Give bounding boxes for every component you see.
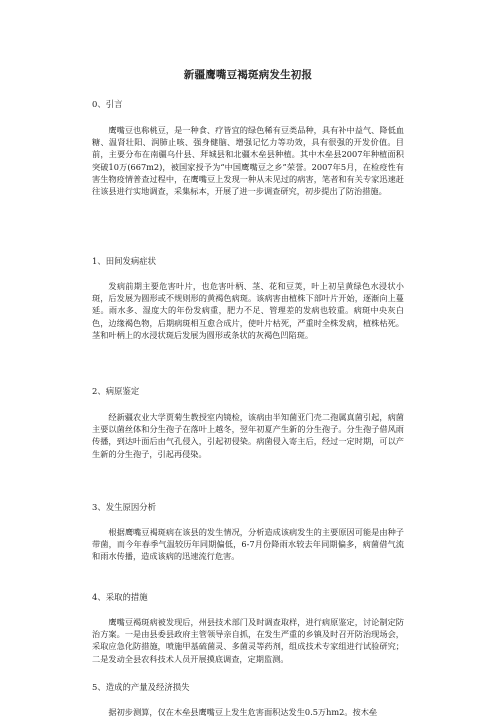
section-body-losses: 据初步测算，仅在木垒县鹰嘴豆上发生危害面积达发生0.5万hm2。按木垒 <box>108 707 378 717</box>
section-body-symptoms: 发病前期主要危害叶片，也危害叶柄、茎、花和豆荚，叶上初呈黄绿色水浸状小斑，后发展为圆形或不规则形的黄褐色病斑。该病害由植株下部叶片开始，逐渐向上蔓延。雨水多、湿度大的年份发病重，肥力不足、管理差的发病也较重。病斑中央灰白色，边缘褐色物，后期病斑相互愈合成片，使叶片枯死，严重时全株发病，植株枯死。茎和叶柄上的水浸状斑后发展为圆形或条状的灰褐色凹陷斑。 <box>92 281 404 340</box>
section-body-pathogen: 经新疆农业大学贾菊生教授室内镜检，该病由半知菌亚门壳二孢属真菌引起，病菌主要以菌丝体和分生孢子在落叶上越冬，翌年初夏产生新的分生孢子。分生孢子借风雨传播，到达叶面后由气孔侵入，引起初侵染。病菌侵入寄主后，经过一定时期，可以产生新的分生孢子，引起再侵染。 <box>92 412 404 459</box>
section-heading-losses: 5、造成的产量及经济损失 <box>92 682 190 692</box>
section-body-intro: 鹰嘴豆也称桃豆，是一种食、疗皆宜的绿色稀有豆类品种，具有补中益气、降低血糖、温肾壮阳、润肺止咳、强身健脑、增强记忆力等功效，具有很强的开发价值。目前，主要分布在南疆乌什县、拜城县和北疆木垒县种植。其中木垒县2007年种植面积突破10万(667m2)，被国家授予为“中国鹰嘴豆之乡”荣誉。2007年5月，在检疫性有害生物疫情普查过程中，在鹰嘴豆上发现一种从未见过的病害，笔者和有关专家迅速赶往该县进行实地调查，采集标本，开展了进一步调查研究，初步提出了防治措施。 <box>92 125 404 197</box>
document-title: 新疆鹰嘴豆褐斑病发生初报 <box>183 69 313 81</box>
section-heading-symptoms: 1、田间发病症状 <box>92 256 156 266</box>
section-body-measures: 鹰嘴豆褐斑病被发现后，州县技术部门及时调查取样，进行病原鉴定，讨论制定防治方案。一是由县委县政府主管领导亲自抓，在发生严重的乡镇及时召开防治现场会，采取应急化防措施，喷施甲基硫菌灵、多菌灵等药剂，组成技术专家组进行试验研究；二是发动全县农科技术人员开展摸底调查，定期监测。 <box>92 617 404 664</box>
section-heading-intro: 0、引言 <box>92 99 123 109</box>
section-heading-pathogen: 2、病原鉴定 <box>92 386 140 396</box>
section-body-causes: 根据鹰嘴豆褐斑病在该县的发生情况，分析造成该病发生的主要原因可能是由种子带菌，而今年春季气温较历年同期偏低，6-7月份降雨水较去年同期偏多，病菌借气流和雨水传播，造成该病的迅速流行危害。 <box>92 527 404 562</box>
section-heading-measures: 4、采取的措施 <box>92 592 148 602</box>
section-heading-causes: 3、发生原因分析 <box>92 502 156 512</box>
